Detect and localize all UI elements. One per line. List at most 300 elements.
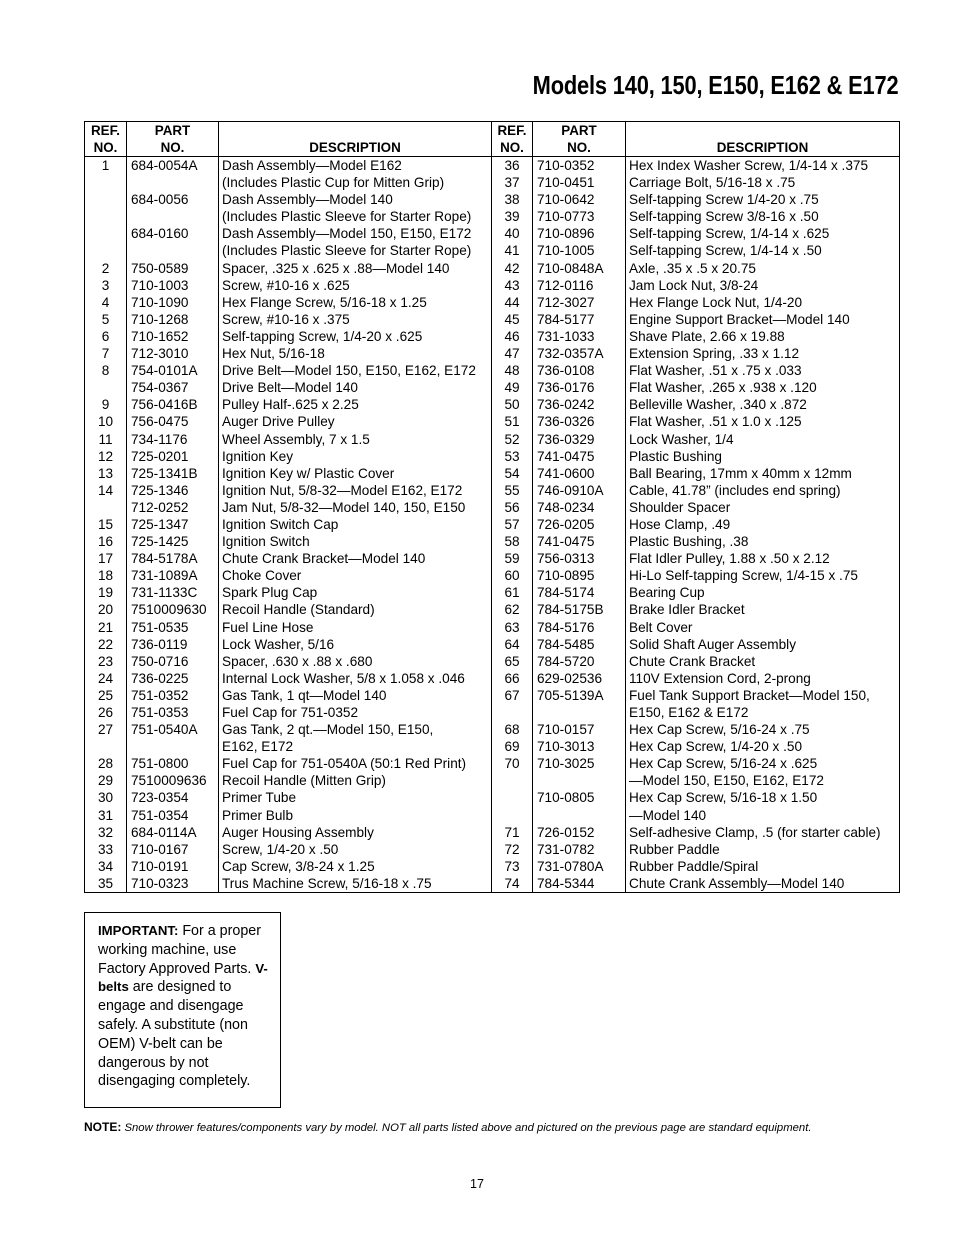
table-row [85, 516, 900, 533]
ref-no-cell: 26 [97, 705, 114, 720]
part-no-cell: 756-0416B [127, 396, 219, 413]
description-cell: Hex Flange Screw, 5/16-18 x 1.25 [219, 294, 492, 311]
table-row [85, 260, 900, 277]
description-cell: Drive Belt—Model 140 [219, 379, 492, 396]
table-row [85, 396, 900, 413]
description-cell: Spark Plug Cap [219, 584, 492, 601]
part-no-cell: 748-0234 [533, 499, 626, 516]
description-cell: Auger Drive Pulley [219, 413, 492, 430]
description-cell: Solid Shaft Auger Assembly [626, 636, 900, 653]
table-row [85, 567, 900, 584]
table-row [85, 328, 900, 345]
description-cell: Hex Index Washer Screw, 1/4-14 x .375 [626, 157, 900, 175]
description-cell: E150, E162 & E172 [626, 704, 900, 721]
ref-no-cell: 14 [97, 482, 114, 498]
ref-no-cell: 1 [101, 158, 110, 173]
table-header-row [85, 122, 900, 157]
ref-no-cell: 50 [492, 396, 533, 413]
table-row [85, 755, 900, 772]
description-cell: Carriage Bolt, 5/16-18 x .75 [626, 174, 900, 191]
ref-no-cell: 5 [101, 311, 110, 327]
part-no-cell: 710-0157 [533, 721, 626, 738]
table-row [85, 208, 900, 225]
description-cell: Hex Cap Screw, 5/16-24 x .625 [626, 755, 900, 772]
ref-no-cell: 56 [492, 499, 533, 516]
ref-no-cell: 39 [492, 208, 533, 225]
ref-no-cell: 23 [97, 653, 114, 669]
description-cell: Fuel Cap for 751-0352 [219, 704, 492, 721]
header-part-no: PART NO. [127, 122, 219, 157]
description-cell: Self-tapping Screw, 1/4-20 x .625 [219, 328, 492, 345]
ref-no-cell: 27 [97, 722, 114, 738]
ref-no-cell: 38 [492, 191, 533, 208]
part-no-cell [533, 807, 626, 824]
part-no-cell [127, 242, 219, 259]
part-no-cell: 712-0116 [533, 277, 626, 294]
part-no-cell: 731-0782 [533, 841, 626, 858]
part-no-cell: 731-1089A [127, 567, 219, 584]
ref-no-cell: 49 [492, 379, 533, 396]
ref-no-cell: 73 [492, 858, 533, 875]
table-row [85, 448, 900, 465]
description-cell: Jam Nut, 5/8-32—Model 140, 150, E150 [219, 499, 492, 516]
description-cell: Screw, #10-16 x .625 [219, 277, 492, 294]
part-no-cell: 726-0205 [533, 516, 626, 533]
header-description: DESCRIPTION [626, 122, 900, 157]
description-cell: Rubber Paddle/Spiral [626, 858, 900, 875]
description-cell: Cable, 41.78” (includes end spring) [626, 482, 900, 499]
footnote [84, 1120, 811, 1134]
ref-no-cell: 11 [98, 431, 113, 447]
ref-no-cell: 31 [97, 807, 114, 823]
ref-no-cell: 29 [97, 773, 114, 789]
part-no-cell: 734-1176 [127, 431, 219, 448]
page-title: Models 140, 150, E150, E162 & E172 [532, 70, 898, 100]
part-no-cell: 710-0352 [533, 157, 626, 175]
part-no-cell: 732-0357A [533, 345, 626, 362]
part-no-cell: 712-0252 [127, 499, 219, 516]
ref-no-cell [85, 499, 127, 516]
ref-no-cell: 58 [492, 533, 533, 550]
ref-no-cell: 6 [101, 328, 110, 344]
ref-no-cell: 7 [101, 346, 110, 362]
part-no-cell: 751-0353 [127, 704, 219, 721]
ref-no-cell: 74 [492, 875, 533, 893]
part-no-cell: 725-0201 [127, 448, 219, 465]
ref-no-cell: 48 [492, 362, 533, 379]
ref-no-cell: 25 [97, 687, 114, 703]
ref-no-cell: 66 [492, 670, 533, 687]
ref-no-cell: 45 [492, 311, 533, 328]
table-row [85, 533, 900, 550]
part-no-cell: 784-5485 [533, 636, 626, 653]
description-cell: (Includes Plastic Sleeve for Starter Rope) [219, 208, 492, 225]
ref-no-cell: 8 [101, 363, 110, 379]
ref-no-cell: 3 [101, 277, 110, 293]
description-cell: Ignition Nut, 5/8-32—Model E162, E172 [219, 482, 492, 499]
part-no-cell: 784-5178A [127, 550, 219, 567]
part-no-cell: 712-3010 [127, 345, 219, 362]
ref-no-cell: 33 [97, 841, 114, 857]
table-row [85, 465, 900, 482]
description-cell: Primer Bulb [219, 807, 492, 824]
table-row [85, 482, 900, 499]
part-no-cell: 723-0354 [127, 789, 219, 806]
part-no-cell: 784-5176 [533, 619, 626, 636]
ref-no-cell: 63 [492, 619, 533, 636]
part-no-cell: 684-0054A [127, 157, 219, 175]
description-cell: Self-adhesive Clamp, .5 (for starter cable) [626, 824, 900, 841]
part-no-cell: 736-0119 [127, 636, 219, 653]
description-cell: Cap Screw, 3/8-24 x 1.25 [219, 858, 492, 875]
description-cell: Self-tapping Screw 1/4-20 x .75 [626, 191, 900, 208]
description-cell: Flat Idler Pulley, 1.88 x .50 x 2.12 [626, 550, 900, 567]
table-row [85, 413, 900, 430]
part-no-cell: 731-1133C [127, 584, 219, 601]
ref-no-cell: 57 [492, 516, 533, 533]
description-cell: Plastic Bushing, .38 [626, 533, 900, 550]
description-cell: —Model 150, E150, E162, E172 [626, 772, 900, 789]
part-no-cell: 784-5177 [533, 311, 626, 328]
ref-no-cell [85, 242, 127, 259]
part-no-cell: 710-3013 [533, 738, 626, 755]
part-no-cell: 751-0800 [127, 755, 219, 772]
ref-no-cell: 65 [492, 653, 533, 670]
description-cell: Flat Washer, .51 x 1.0 x .125 [626, 413, 900, 430]
ref-no-cell: 32 [97, 824, 114, 840]
ref-no-cell: 40 [492, 225, 533, 242]
ref-no-cell: 28 [97, 756, 114, 772]
description-cell: Bearing Cup [626, 584, 900, 601]
part-no-cell: 731-0780A [533, 858, 626, 875]
ref-no-cell: 17 [97, 551, 114, 567]
ref-no-cell: 9 [101, 397, 110, 413]
description-cell: (Includes Plastic Cup for Mitten Grip) [219, 174, 492, 191]
description-cell: Drive Belt—Model 150, E150, E162, E172 [219, 362, 492, 379]
part-no-cell: 754-0101A [127, 362, 219, 379]
ref-no-cell: 64 [492, 636, 533, 653]
part-no-cell: 684-0056 [127, 191, 219, 208]
ref-no-cell [85, 174, 127, 191]
part-no-cell: 7510009636 [127, 772, 219, 789]
ref-no-cell: 15 [97, 516, 114, 532]
description-cell: Trus Machine Screw, 5/16-18 x .75 [219, 875, 492, 893]
table-row [85, 841, 900, 858]
part-no-cell: 736-0242 [533, 396, 626, 413]
description-cell: Gas Tank, 1 qt—Model 140 [219, 687, 492, 704]
ref-no-cell [492, 789, 533, 806]
header-description: DESCRIPTION [219, 122, 492, 157]
description-cell: Dash Assembly—Model 140 [219, 191, 492, 208]
part-no-cell: 741-0600 [533, 465, 626, 482]
table-row [85, 653, 900, 670]
part-no-cell: 710-0323 [127, 875, 219, 893]
description-cell: Internal Lock Washer, 5/8 x 1.058 x .046 [219, 670, 492, 687]
description-cell: Self-tapping Screw, 1/4-14 x .625 [626, 225, 900, 242]
description-cell: 110V Extension Cord, 2-prong [626, 670, 900, 687]
description-cell: Shave Plate, 2.66 x 19.88 [626, 328, 900, 345]
ref-no-cell [85, 225, 127, 242]
table-row [85, 584, 900, 601]
table-row [85, 550, 900, 567]
table-row [85, 670, 900, 687]
description-cell: Auger Housing Assembly [219, 824, 492, 841]
part-no-cell: 710-1005 [533, 242, 626, 259]
description-cell: Flat Washer, .265 x .938 x .120 [626, 379, 900, 396]
ref-no-cell [85, 738, 127, 755]
ref-no-cell [492, 772, 533, 789]
part-no-cell: 710-0191 [127, 858, 219, 875]
table-row [85, 875, 900, 893]
part-no-cell: 7510009630 [127, 601, 219, 618]
ref-no-cell: 22 [97, 636, 114, 652]
ref-no-cell [492, 807, 533, 824]
table-row [85, 311, 900, 328]
part-no-cell: 736-0326 [533, 413, 626, 430]
ref-no-cell: 21 [97, 619, 114, 635]
description-cell: Chute Crank Bracket [626, 653, 900, 670]
header-ref-no: REF. NO. [85, 122, 127, 157]
description-cell: Self-tapping Screw 3/8-16 x .50 [626, 208, 900, 225]
important-label: IMPORTANT: [98, 923, 179, 938]
part-no-cell: 731-1033 [533, 328, 626, 345]
table-row [85, 294, 900, 311]
part-no-cell: 736-0176 [533, 379, 626, 396]
part-no-cell: 756-0475 [127, 413, 219, 430]
part-no-cell: 751-0540A [127, 721, 219, 738]
ref-no-cell: 51 [492, 413, 533, 430]
ref-no-cell: 69 [492, 738, 533, 755]
ref-no-cell: 62 [492, 601, 533, 618]
part-no-cell: 725-1341B [127, 465, 219, 482]
part-no-cell: 750-0589 [127, 260, 219, 277]
description-cell: Hex Nut, 5/16-18 [219, 345, 492, 362]
note-text: Snow thrower features/components vary by model. NOT all parts listed above and pictured on the previous page are standard equipment. [124, 1122, 812, 1134]
ref-no-cell: 10 [97, 414, 114, 430]
ref-no-cell: 19 [97, 585, 114, 601]
description-cell: Belleville Washer, .340 x .872 [626, 396, 900, 413]
description-cell: Jam Lock Nut, 3/8-24 [626, 277, 900, 294]
note-label: NOTE: [84, 1120, 122, 1134]
description-cell: Screw, #10-16 x .375 [219, 311, 492, 328]
table-row [85, 772, 900, 789]
part-no-cell: 710-1652 [127, 328, 219, 345]
description-cell: Rubber Paddle [626, 841, 900, 858]
part-no-cell: 784-5720 [533, 653, 626, 670]
part-no-cell: 736-0108 [533, 362, 626, 379]
part-no-cell: 710-0805 [533, 789, 626, 806]
description-cell: Chute Crank Bracket—Model 140 [219, 550, 492, 567]
part-no-cell [533, 772, 626, 789]
part-no-cell: 784-5175B [533, 601, 626, 618]
description-cell: Fuel Line Hose [219, 619, 492, 636]
ref-no-cell: 41 [492, 242, 533, 259]
description-cell: Extension Spring, .33 x 1.12 [626, 345, 900, 362]
table-row [85, 191, 900, 208]
part-no-cell: 750-0716 [127, 653, 219, 670]
part-no-cell: 725-1347 [127, 516, 219, 533]
part-no-cell: 710-0167 [127, 841, 219, 858]
table-row [85, 242, 900, 259]
ref-no-cell: 12 [97, 448, 114, 464]
ref-no-cell: 52 [492, 431, 533, 448]
table-row [85, 636, 900, 653]
table-row [85, 721, 900, 738]
part-no-cell: 736-0225 [127, 670, 219, 687]
part-no-cell: 710-0896 [533, 225, 626, 242]
part-no-cell [127, 208, 219, 225]
table-row [85, 277, 900, 294]
ref-no-cell: 20 [97, 602, 114, 618]
part-no-cell [127, 738, 219, 755]
description-cell: Engine Support Bracket—Model 140 [626, 311, 900, 328]
part-no-cell: 710-1003 [127, 277, 219, 294]
ref-no-cell [85, 208, 127, 225]
ref-no-cell: 18 [97, 568, 114, 584]
part-no-cell: 751-0352 [127, 687, 219, 704]
ref-no-cell: 53 [492, 448, 533, 465]
description-cell: Recoil Handle (Mitten Grip) [219, 772, 492, 789]
description-cell: Fuel Cap for 751-0540A (50:1 Red Print) [219, 755, 492, 772]
ref-no-cell: 71 [492, 824, 533, 841]
part-no-cell: 754-0367 [127, 379, 219, 396]
ref-no-cell: 35 [97, 875, 114, 891]
ref-no-cell: 59 [492, 550, 533, 567]
ref-no-cell: 43 [492, 277, 533, 294]
part-no-cell [533, 704, 626, 721]
description-cell: Screw, 1/4-20 x .50 [219, 841, 492, 858]
table-row [85, 619, 900, 636]
part-no-cell: 746-0910A [533, 482, 626, 499]
part-no-cell: 751-0354 [127, 807, 219, 824]
description-cell: Hose Clamp, .49 [626, 516, 900, 533]
table-row [85, 807, 900, 824]
table-row [85, 704, 900, 721]
ref-no-cell: 2 [101, 260, 110, 276]
ref-no-cell: 4 [101, 294, 110, 310]
ref-no-cell: 36 [492, 157, 533, 175]
part-no-cell: 741-0475 [533, 448, 626, 465]
description-cell: Flat Washer, .51 x .75 x .033 [626, 362, 900, 379]
description-cell: Choke Cover [219, 567, 492, 584]
part-no-cell: 784-5174 [533, 584, 626, 601]
table-row [85, 499, 900, 516]
part-no-cell: 712-3027 [533, 294, 626, 311]
part-no-cell: 741-0475 [533, 533, 626, 550]
part-no-cell: 726-0152 [533, 824, 626, 841]
description-cell: Dash Assembly—Model E162 [219, 157, 492, 175]
description-cell: Recoil Handle (Standard) [219, 601, 492, 618]
table-row [85, 379, 900, 396]
part-no-cell: 756-0313 [533, 550, 626, 567]
ref-no-cell: 37 [492, 174, 533, 191]
header-part-no: PART NO. [533, 122, 626, 157]
page-number: 17 [470, 1177, 484, 1191]
description-cell: Dash Assembly—Model 150, E150, E172 [219, 225, 492, 242]
part-no-cell: 710-0451 [533, 174, 626, 191]
important-text-2: are designed to engage and disengage safely. A substitute (non OEM) V-belt can be dangerous by not disengaging completely. [98, 979, 251, 1090]
important-vbelts: V-belts [98, 960, 268, 995]
table-row [85, 687, 900, 704]
table-row [85, 431, 900, 448]
important-text: For a proper working machine, use Factory Approved Parts. [98, 923, 261, 977]
table-row [85, 362, 900, 379]
ref-no-cell: 55 [492, 482, 533, 499]
table-row [85, 225, 900, 242]
description-cell: Gas Tank, 2 qt.—Model 150, E150, [219, 721, 492, 738]
table-row [85, 345, 900, 362]
ref-no-cell: 16 [97, 534, 114, 550]
ref-no-cell: 44 [492, 294, 533, 311]
description-cell: Belt Cover [626, 619, 900, 636]
important-notice-box [84, 912, 281, 1108]
table-row [85, 858, 900, 875]
ref-no-cell [85, 379, 127, 396]
parts-list-table [84, 121, 900, 893]
table-row [85, 174, 900, 191]
part-no-cell: 736-0329 [533, 431, 626, 448]
description-cell: —Model 140 [626, 807, 900, 824]
description-cell: Ball Bearing, 17mm x 40mm x 12mm [626, 465, 900, 482]
part-no-cell [127, 174, 219, 191]
ref-no-cell [85, 191, 127, 208]
part-no-cell: 705-5139A [533, 687, 626, 704]
description-cell: Brake Idler Bracket [626, 601, 900, 618]
description-cell: Shoulder Spacer [626, 499, 900, 516]
description-cell: Hex Cap Screw, 1/4-20 x .50 [626, 738, 900, 755]
description-cell: Hex Cap Screw, 5/16-18 x 1.50 [626, 789, 900, 806]
description-cell: Hex Flange Lock Nut, 1/4-20 [626, 294, 900, 311]
ref-no-cell: 46 [492, 328, 533, 345]
header-ref-no: REF. NO. [492, 122, 533, 157]
part-no-cell: 710-1268 [127, 311, 219, 328]
description-cell: Self-tapping Screw, 1/4-14 x .50 [626, 242, 900, 259]
description-cell: Axle, .35 x .5 x 20.75 [626, 260, 900, 277]
ref-no-cell: 70 [492, 755, 533, 772]
ref-no-cell: 13 [97, 465, 114, 481]
ref-no-cell [492, 704, 533, 721]
table-row [85, 738, 900, 755]
description-cell: Lock Washer, 5/16 [219, 636, 492, 653]
description-cell: Ignition Switch [219, 533, 492, 550]
part-no-cell: 684-0160 [127, 225, 219, 242]
description-cell: Plastic Bushing [626, 448, 900, 465]
part-no-cell: 710-0642 [533, 191, 626, 208]
ref-no-cell: 34 [97, 858, 114, 874]
description-cell: Chute Crank Assembly—Model 140 [626, 875, 900, 893]
table-row [85, 601, 900, 618]
part-no-cell: 629-02536 [533, 670, 626, 687]
ref-no-cell: 42 [492, 260, 533, 277]
description-cell: Hi-Lo Self-tapping Screw, 1/4-15 x .75 [626, 567, 900, 584]
description-cell: Spacer, .325 x .625 x .88—Model 140 [219, 260, 492, 277]
part-no-cell: 725-1346 [127, 482, 219, 499]
part-no-cell: 784-5344 [533, 875, 626, 893]
part-no-cell: 710-1090 [127, 294, 219, 311]
description-cell: Hex Cap Screw, 5/16-24 x .75 [626, 721, 900, 738]
ref-no-cell: 72 [492, 841, 533, 858]
description-cell: Ignition Switch Cap [219, 516, 492, 533]
part-no-cell: 725-1425 [127, 533, 219, 550]
description-cell: (Includes Plastic Sleeve for Starter Rope) [219, 242, 492, 259]
part-no-cell: 710-0773 [533, 208, 626, 225]
part-no-cell: 710-3025 [533, 755, 626, 772]
description-cell: Wheel Assembly, 7 x 1.5 [219, 431, 492, 448]
description-cell: E162, E172 [219, 738, 492, 755]
description-cell: Ignition Key w/ Plastic Cover [219, 465, 492, 482]
ref-no-cell: 67 [492, 687, 533, 704]
part-no-cell: 710-0848A [533, 260, 626, 277]
